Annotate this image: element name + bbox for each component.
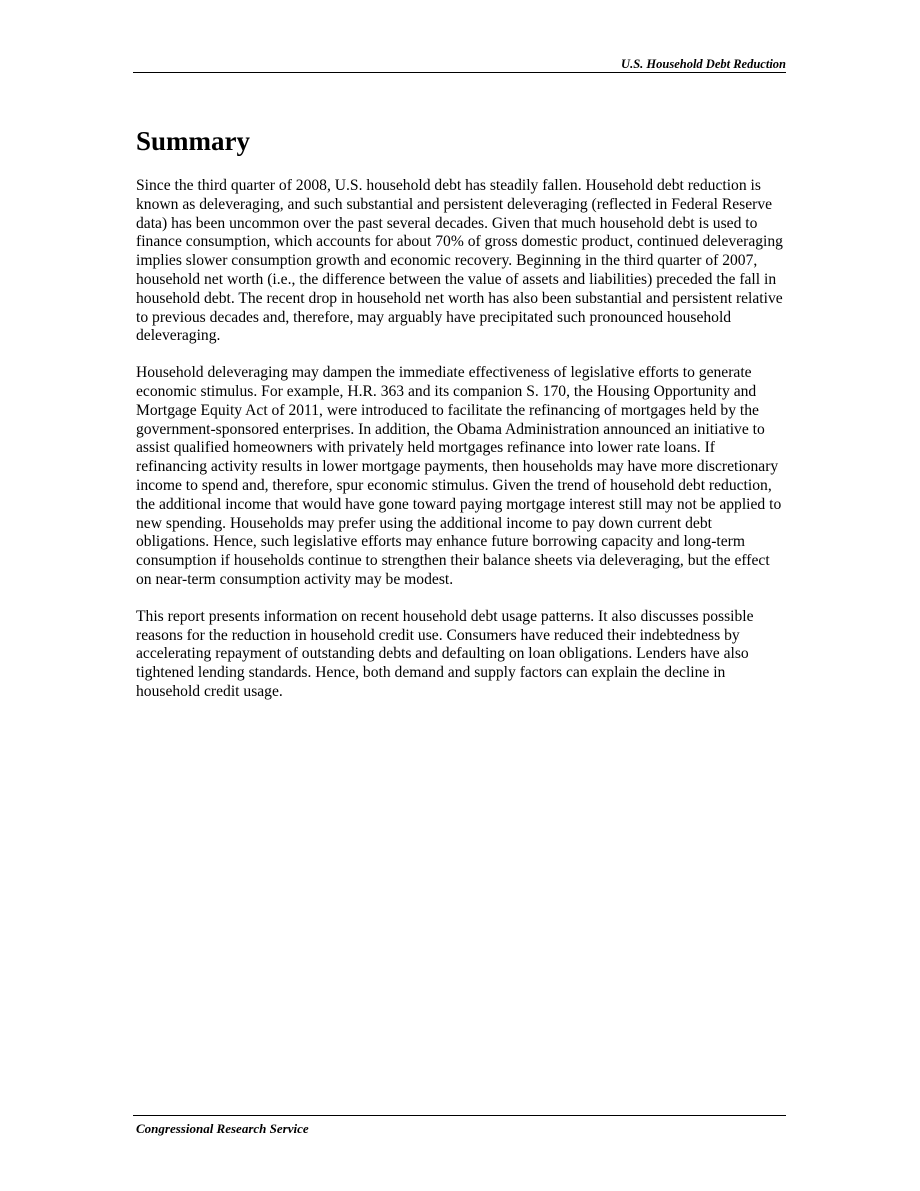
- summary-body: [136, 177, 788, 720]
- summary-paragraph-2: Household deleveraging may dampen the immediate effectiveness of legislative efforts to generate economic stimulus. For example, H.R. 363 and its companion S. 170, the Housing Opportunity and Mortgage Equity Act of 2011, were introduced to facilitate the refinancing of mortgages held by the government-sponsored enterprises. In addition, the Obama Administration announced an initiative to assist qualified homeowners with privately held mortgages refinance into lower rate loans. If refinancing activity results in lower mortgage payments, then households may have more discretionary income to spend and, therefore, spur economic stimulus. Given the trend of household debt reduction, the additional income that would have gone toward paying mortgage interest still may not be applied to new spending. Households may prefer using the additional income to pay down current debt obligations. Hence, such legislative efforts may enhance future borrowing capacity and long-term consumption if households continue to strengthen their balance sheets via deleveraging, but the effect on near-term consumption activity may be modest.: [136, 364, 782, 588]
- section-title: Summary: [136, 126, 250, 156]
- running-header: U.S. Household Debt Reduction: [621, 57, 786, 71]
- header-rule: [133, 72, 786, 73]
- footer-rule: [133, 1115, 786, 1116]
- footer-organization: Congressional Research Service: [136, 1121, 309, 1136]
- summary-paragraph-3: This report presents information on recent household debt usage patterns. It also discusses possible reasons for the reduction in household credit use. Consumers have reduced their indebtedness by accelerating repayment of outstanding debts and defaulting on loan obligations. Lenders have also tightened lending standards. Hence, both demand and supply factors can explain the decline in household credit usage.: [136, 607, 754, 700]
- summary-paragraph-1: Since the third quarter of 2008, U.S. household debt has steadily fallen. Household debt reduction is known as deleveraging, and such substantial and persistent deleveraging (reflected in Federal Reserve data) has been uncommon over the past several decades. Given that much household debt is used to finance consumption, which accounts for about 70% of gross domestic product, continued deleveraging implies slower consumption growth and economic recovery. Beginning in the third quarter of 2007, household net worth (i.e., the difference between the value of assets and liabilities) preceded the fall in household debt. The recent drop in household net worth has also been substantial and persistent relative to previous decades and, therefore, may arguably have precipitated such pronounced household deleveraging.: [136, 177, 783, 345]
